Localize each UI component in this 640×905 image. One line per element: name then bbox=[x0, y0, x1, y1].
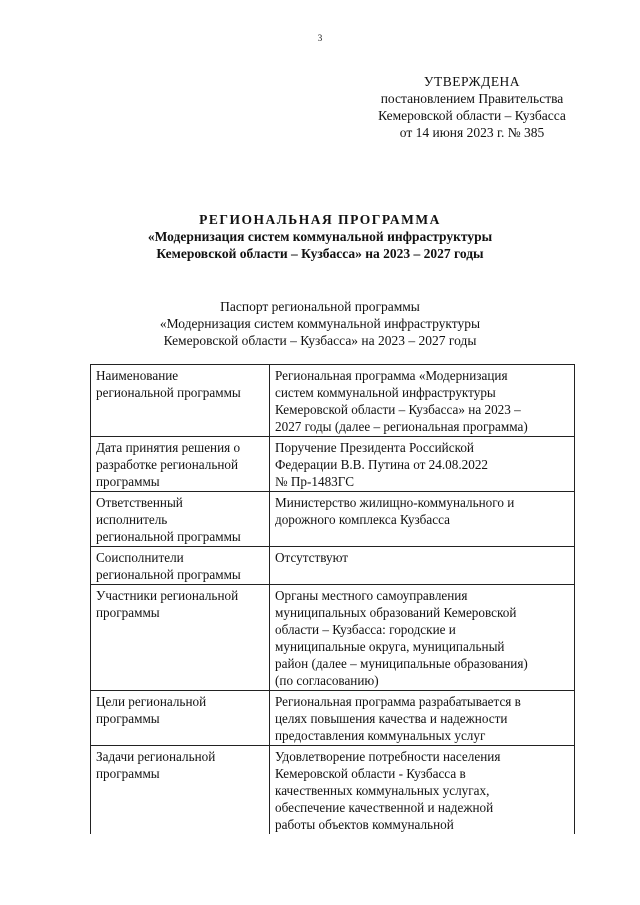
value-line: Федерации В.В. Путина от 24.08.2022 bbox=[275, 457, 489, 472]
passport-title-line: Паспорт региональной программы bbox=[220, 299, 420, 314]
page-number: 3 bbox=[317, 33, 323, 43]
table-row bbox=[91, 492, 575, 547]
value-line: Министерство жилищно-коммунального и bbox=[275, 495, 515, 510]
table-row bbox=[91, 365, 575, 437]
approval-line: постановлением Правительства bbox=[380, 91, 564, 106]
value-line: систем коммунальной инфраструктуры bbox=[275, 385, 496, 400]
value-line: дорожного комплекса Кузбасса bbox=[275, 512, 450, 527]
value-line: обеспечение качественной и надежной bbox=[275, 800, 494, 815]
label-line: разработке региональной bbox=[96, 457, 239, 472]
approval-heading: УТВЕРЖДЕНА bbox=[423, 74, 521, 89]
passport-title-line: «Модернизация систем коммунальной инфраструктуры bbox=[159, 316, 481, 331]
value-line: 2027 годы (далее – региональная программа) bbox=[275, 419, 528, 434]
value-line: № Пр-1483ГС bbox=[275, 474, 355, 489]
value-line: целях повышения качества и надежности bbox=[275, 711, 508, 726]
row-label bbox=[91, 365, 270, 437]
program-title-heading: РЕГИОНАЛЬНАЯ ПРОГРАММА bbox=[199, 212, 441, 227]
label-line: региональной программы bbox=[96, 567, 241, 582]
label-line: региональной программы bbox=[96, 529, 241, 544]
value-line: предоставления коммунальных услуг bbox=[275, 728, 486, 743]
program-title bbox=[0, 211, 640, 262]
label-line: Участники региональной bbox=[96, 588, 239, 603]
passport-title bbox=[0, 298, 640, 349]
value-line: Органы местного самоуправления bbox=[275, 588, 468, 603]
label-line: Дата принятия решения о bbox=[96, 440, 241, 455]
value-line: район (далее – муниципальные образования) bbox=[275, 656, 528, 671]
program-title-line: «Модернизация систем коммунальной инфраструктуры bbox=[147, 229, 493, 244]
table-row bbox=[91, 746, 575, 835]
value-line: муниципальные округа, муниципальный bbox=[275, 639, 505, 654]
value-line: Кемеровской области - Кузбасса в bbox=[275, 766, 466, 781]
label-line: Задачи региональной bbox=[96, 749, 216, 764]
row-value bbox=[270, 492, 575, 547]
value-line: работы объектов коммунальной bbox=[275, 817, 454, 832]
value-line: Региональная программа разрабатывается в bbox=[275, 694, 521, 709]
label-line: Цели региональной bbox=[96, 694, 207, 709]
passport-title-line: Кемеровской области – Кузбасса» на 2023 – 2027 годы bbox=[163, 333, 477, 348]
row-label bbox=[91, 492, 270, 547]
value-line: (по согласованию) bbox=[275, 673, 379, 688]
row-value bbox=[270, 547, 575, 585]
value-line: области – Кузбасса: городские и bbox=[275, 622, 456, 637]
table-row bbox=[91, 585, 575, 691]
value-line: Поручение Президента Российской bbox=[275, 440, 474, 455]
label-line: программы bbox=[96, 711, 160, 726]
value-line: качественных коммунальных услугах, bbox=[275, 783, 490, 798]
approval-date: от 14 июня 2023 г. № 385 bbox=[399, 125, 545, 140]
row-label bbox=[91, 746, 270, 835]
row-label bbox=[91, 691, 270, 746]
label-line: исполнитель bbox=[96, 512, 168, 527]
approval-stamp bbox=[352, 73, 592, 141]
row-value bbox=[270, 437, 575, 492]
row-label bbox=[91, 547, 270, 585]
label-line: Соисполнители bbox=[96, 550, 184, 565]
table-row bbox=[91, 547, 575, 585]
label-line: региональной программы bbox=[96, 385, 241, 400]
label-line: программы bbox=[96, 474, 160, 489]
row-value bbox=[270, 585, 575, 691]
row-value bbox=[270, 365, 575, 437]
label-line: Ответственный bbox=[96, 495, 183, 510]
value-line: Удовлетворение потребности населения bbox=[275, 749, 501, 764]
label-line: Наименование bbox=[96, 368, 179, 383]
value-line: Региональная программа «Модернизация bbox=[275, 368, 508, 383]
label-line: программы bbox=[96, 766, 160, 781]
label-line: программы bbox=[96, 605, 160, 620]
table-row bbox=[91, 691, 575, 746]
program-title-line: Кемеровской области – Кузбасса» на 2023 – 2027 годы bbox=[156, 246, 484, 261]
value-line: Кемеровской области – Кузбасса» на 2023 – bbox=[275, 402, 521, 417]
row-value bbox=[270, 691, 575, 746]
row-value bbox=[270, 746, 575, 835]
approval-line: Кемеровской области – Кузбасса bbox=[378, 108, 566, 123]
row-label bbox=[91, 437, 270, 492]
row-label bbox=[91, 585, 270, 691]
passport-table bbox=[90, 364, 575, 834]
value-line: Отсутствуют bbox=[275, 550, 349, 565]
table-row bbox=[91, 437, 575, 492]
value-line: муниципальных образований Кемеровской bbox=[275, 605, 517, 620]
